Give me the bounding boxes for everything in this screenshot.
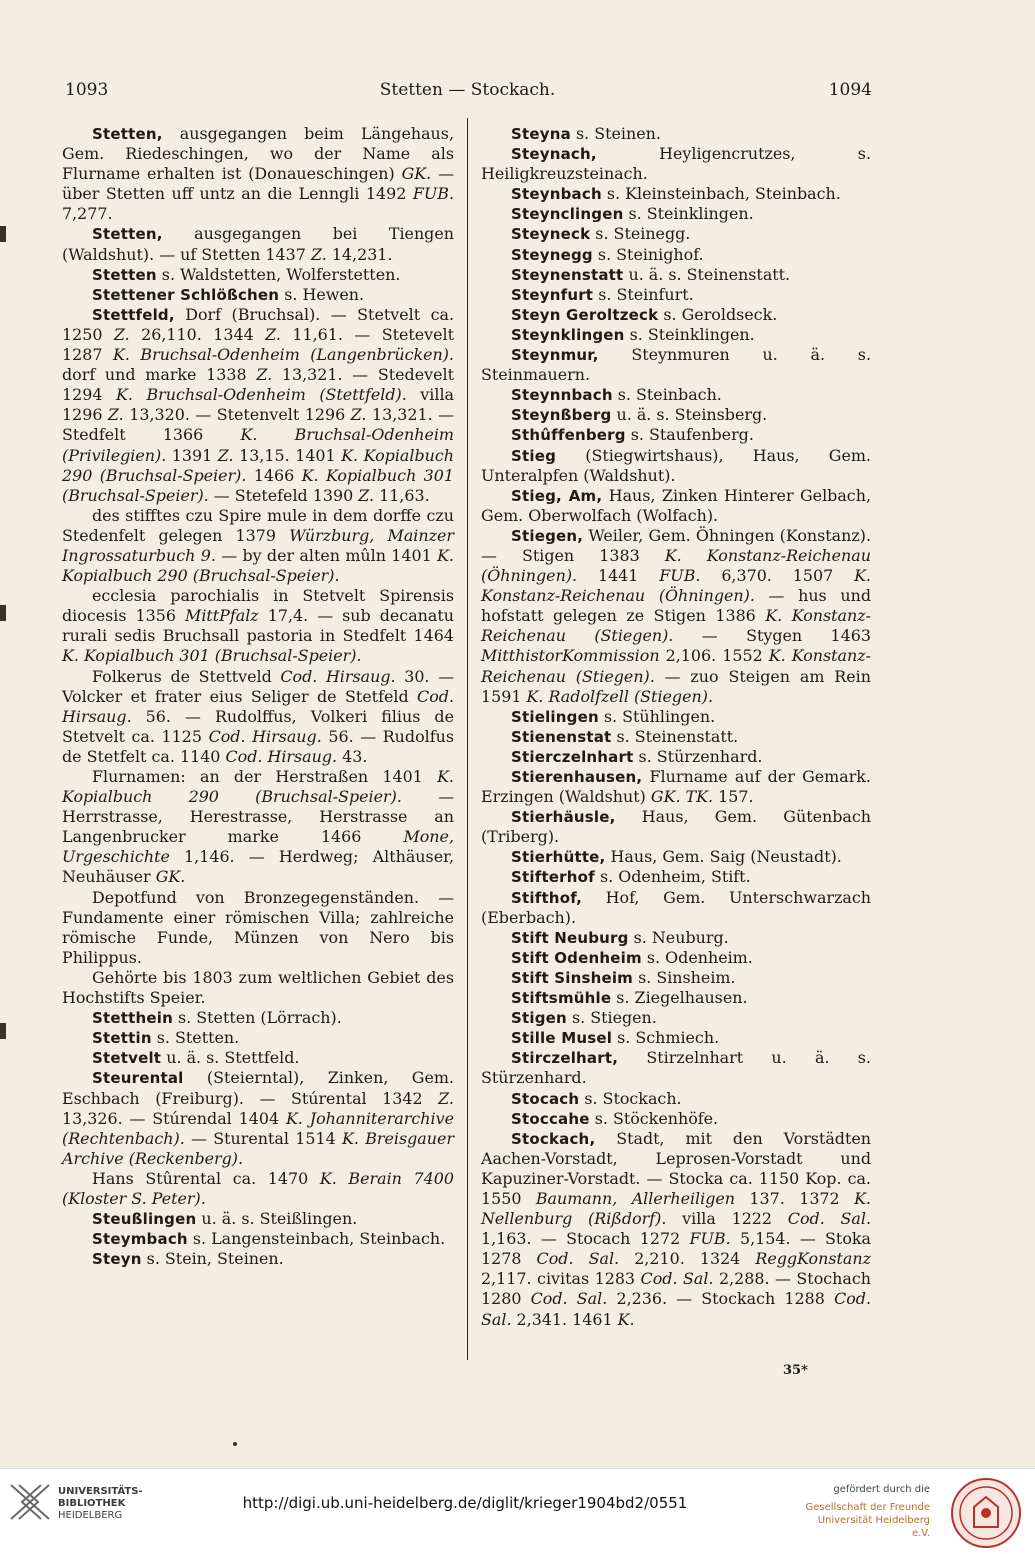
headword: Stifthof, — [511, 888, 582, 907]
register-entry — [62, 667, 454, 767]
entry-text: Dorf (Bruchsal). — Stetvelt ca. 1250 Z. 26,110. 1344 Z. 11,61. — Stetevelt 1287 K. Bruchsal-Odenheim (Langenbrücken). dorf und marke 1338 Z. 13,321. — Stedevelt 1294 K. Bruchsal-Odenheim (Stettfeld). villa 1296 Z. 13,320. — Stetenvelt 1296 Z. 13,321. — Stedfelt 1366 K. Bruchsal-Odenheim (Privilegien). 1391 Z. 13,15. 1401 K. Kopialbuch 290 (Bruchsal-Speier). 1466 K. Kopialbuch 301 (Bruchsal-Speier). — Stetefeld 1390 Z. 11,63. — [62, 304, 455, 505]
headword: Steyn Geroltzeck — [511, 305, 659, 324]
entry-text: u. ä. s. Steinenstatt. — [623, 264, 791, 284]
register-entry — [481, 928, 871, 948]
headword: Stettener Schlößchen — [92, 285, 280, 304]
register-entry — [62, 285, 454, 305]
register-entry — [62, 767, 454, 888]
register-entry — [62, 1249, 454, 1269]
register-entry — [62, 506, 454, 586]
register-entry — [481, 265, 871, 285]
headword: Stift Sinsheim — [511, 968, 634, 987]
page-number-right: 1094 — [828, 80, 872, 100]
register-entry — [481, 526, 871, 707]
headword: Stienenstat — [511, 727, 612, 746]
headword: Stetten, — [92, 125, 163, 143]
register-entry — [481, 888, 871, 928]
register-entry — [481, 1109, 871, 1129]
entry-text: s. Odenheim. — [641, 947, 753, 967]
register-entry — [62, 1028, 454, 1048]
headword: Steußlingen — [92, 1210, 197, 1229]
headword: Steynfurt — [511, 285, 594, 304]
headword: Steynach, — [511, 145, 597, 164]
register-entry — [62, 1229, 454, 1249]
headword: Stierhäusle, — [511, 808, 616, 827]
running-title: Stetten — Stockach. — [379, 80, 556, 100]
register-entry — [481, 807, 871, 847]
entry-text: (Stiegwirtshaus), Haus, Gem. Unteralpfen (Waldshut). — [481, 445, 871, 485]
headword: Stetten, — [92, 225, 163, 244]
register-entry — [62, 888, 454, 968]
headword: Steynbach — [511, 185, 602, 204]
entry-text: s. Steinen. — [570, 124, 661, 143]
register-entry — [481, 767, 871, 807]
entry-text: ausgegangen bei Tiengen (Waldshut). — uf Stetten 1437 Z. 14,231. — [62, 224, 454, 264]
register-entry — [62, 305, 454, 506]
headword: Stiftsmühle — [511, 989, 612, 1008]
headword: Steynclingen — [511, 205, 624, 224]
headword: Stierhütte, — [511, 848, 606, 867]
register-entry — [481, 727, 871, 747]
entry-text: Haus, Zinken Hinterer Gelbach, Gem. Oberwolfach (Wolfach). — [481, 485, 871, 525]
register-entry — [62, 265, 454, 285]
headword: Steyna — [511, 125, 571, 143]
headword: Steurental — [92, 1069, 184, 1088]
entry-text: Weiler, Gem. Öhningen (Konstanz). — Stigen 1383 K. Konstanz-Reichenau (Öhningen). 1441 FUB. 6,370. 1507 K. Konstanz-Reichenau (Öhningen). — hus und hofstatt gelegen ze Stigen 1386 K. Konstanz-Reichenau (Stiegen). — Stygen 1463 MitthistorKommission 2,106. 1552 K. Konstanz-Reichenau (Stiegen). — zuo Steigen am Rein 1591 K. Radolfzell (Stiegen). — [481, 525, 872, 706]
entry-text: s. Stetten. — [151, 1028, 240, 1048]
register-entry — [481, 948, 871, 968]
entry-text: Folkerus de Stettveld Cod. Hirsaug. 30. — Volcker et frater eius Seliger de Stetfeld Cod. Hirsaug. 56. — Rudolffus, Volkeri filius de Stetvelt ca. 1125 Cod. Hirsaug. 56. — Rudolfus de Stetfelt ca. 1140 Cod. Hirsaug. 43. — [62, 666, 454, 766]
entry-text: des stifftes czu Spire mule in dem dorffe czu Stedenfelt gelegen 1379 Würzburg, Mainzer Ingrossaturbuch 9. — by der alten mûln 1401 K. Kopialbuch 290 (Bruchsal-Speier). — [62, 505, 454, 586]
entry-text: Flurname auf der Gemark. Erzingen (Waldshut) GK. TK. 157. — [481, 767, 871, 807]
library-name-line: BIBLIOTHEK — [58, 1498, 126, 1509]
library-name-line: UNIVERSITÄTS- — [58, 1486, 143, 1497]
entry-text: u. ä. s. Stettfeld. — [161, 1048, 300, 1068]
headword: Stieg — [511, 446, 557, 465]
sponsor-label: gefördert durch die — [833, 1484, 930, 1495]
entry-text: s. Kleinsteinbach, Steinbach. — [601, 184, 841, 204]
register-entry — [481, 425, 871, 445]
entry-text: Heyligencrutzes, s. Heiligkreuzsteinach. — [481, 144, 871, 184]
margin-mark — [0, 226, 6, 242]
headword: Steyneck — [511, 225, 591, 244]
entry-text: s. Steinklingen. — [623, 204, 754, 224]
headword: Stirczelhart, — [511, 1049, 619, 1068]
entry-text: s. Stöckenhöfe. — [589, 1108, 719, 1128]
headword: Stoccahe — [511, 1109, 590, 1128]
entry-text: s. Ziegelhausen. — [611, 988, 748, 1008]
register-entry — [62, 1169, 454, 1209]
register-entry — [481, 305, 871, 325]
register-entry — [481, 707, 871, 727]
entry-text: Gehörte bis 1803 zum weltlichen Gebiet des Hochstifts Speier. — [62, 967, 454, 1008]
headword: Stigen — [511, 1009, 567, 1028]
register-entry — [62, 1008, 454, 1028]
permalink-url[interactable]: http://digi.ub.uni-heidelberg.de/diglit/krieger1904bd2/0551 — [242, 1494, 688, 1512]
register-entry — [481, 486, 871, 526]
register-entry — [481, 204, 871, 224]
entry-text: s. Schmiech. — [612, 1028, 720, 1048]
signature-mark: 35* — [783, 1363, 808, 1378]
entry-text: s. Odenheim, Stift. — [594, 867, 751, 887]
headword: Steynmur, — [511, 346, 599, 365]
entry-text: s. Steinegg. — [590, 224, 691, 244]
entry-text: s. Stockach. — [579, 1088, 682, 1108]
register-entry — [481, 1129, 871, 1330]
headword: Stiegen, — [511, 526, 584, 545]
register-entry — [481, 405, 871, 425]
entry-text: s. Geroldseck. — [658, 304, 778, 324]
entry-text: Stirzelnhart u. ä. s. Stürzenhard. — [481, 1048, 871, 1088]
entry-text: s. Hewen. — [279, 284, 365, 304]
entry-text: Hof, Gem. Unterschwarzach (Eberbach). — [481, 887, 871, 927]
headword: Steynklingen — [511, 325, 625, 344]
headword: Stettin — [92, 1029, 152, 1048]
register-entry — [62, 124, 454, 224]
headword: Stifterhof — [511, 868, 595, 887]
register-entry — [62, 586, 454, 666]
headword: Stift Odenheim — [511, 948, 642, 967]
entry-text: Flurnamen: an der Herstraßen 1401 K. Kopialbuch 290 (Bruchsal-Speier). — Herrstrasse, Herestrasse, Herstrasse an Langenbrucker marke 1466 Mone, Urgeschichte 1,146. — Herdweg; Althäuser, Neuhäuser GK. — [62, 767, 454, 887]
register-entry — [481, 285, 871, 305]
headword: Stockach, — [511, 1129, 596, 1148]
register-entry — [481, 345, 871, 385]
headword: Stift Neuburg — [511, 928, 629, 947]
entry-text: s. Stetten (Lörrach). — [172, 1008, 342, 1028]
register-entry — [62, 1048, 454, 1068]
sponsor-block — [800, 1484, 930, 1540]
entry-text: s. Stürzenhard. — [633, 746, 763, 766]
register-entry — [481, 325, 871, 345]
register-entry — [62, 1209, 454, 1229]
entry-text: s. Stiegen. — [566, 1008, 657, 1028]
entry-text: s. Steinenstatt. — [611, 726, 739, 746]
register-entry — [481, 847, 871, 867]
headword: Stetten — [92, 265, 157, 284]
entry-text: s. Langensteinbach, Steinbach. — [187, 1229, 446, 1249]
headword: Stocach — [511, 1089, 580, 1108]
entry-text: s. Steinbach. — [612, 385, 722, 405]
headword: Stettfeld, — [92, 305, 175, 324]
headword: Steynegg — [511, 245, 593, 264]
register-entry — [481, 446, 871, 486]
entry-text: s. Steinighof. — [592, 244, 704, 264]
register-entry — [62, 968, 454, 1008]
register-entry — [481, 747, 871, 767]
entry-text: u. ä. s. Steißlingen. — [196, 1209, 358, 1229]
entry-text: s. Neuburg. — [628, 927, 729, 947]
register-entry — [481, 224, 871, 244]
entry-text: Steynmuren u. ä. s. Steinmauern. — [481, 345, 871, 385]
headword: Stielingen — [511, 707, 599, 726]
headword: Sthûffenberg — [511, 426, 626, 445]
entry-text: Hans Stûrental ca. 1470 K. Berain 7400 (Kloster S. Peter). — [62, 1168, 454, 1208]
entry-text: u. ä. s. Steinsberg. — [611, 405, 768, 425]
entry-text: s. Stühlingen. — [598, 706, 716, 726]
register-entry — [481, 1048, 871, 1088]
margin-mark — [0, 1023, 6, 1039]
headword: Steymbach — [92, 1230, 188, 1249]
viewer-footer — [0, 1468, 1035, 1554]
headword: Stierczelnhart — [511, 747, 634, 766]
entry-text: s. Stein, Steinen. — [141, 1249, 284, 1269]
register-entry — [481, 144, 871, 184]
headword: Stetthein — [92, 1009, 173, 1028]
register-entry — [481, 124, 871, 144]
register-entry — [481, 245, 871, 265]
entry-text: ausgegangen beim Längehaus, Gem. Riedeschingen, wo der Name als Flurname erhalten ist (Donaueschingen) GK. — über Stetten uff untz an die Lenngli 1492 FUB. 7,277. — [62, 124, 454, 224]
headword: Steynnbach — [511, 386, 613, 405]
entry-text: s. Steinklingen. — [624, 324, 755, 344]
register-entry — [62, 1068, 454, 1168]
entry-text: s. Staufenberg. — [625, 425, 754, 445]
right-column — [481, 124, 871, 1330]
register-entry — [481, 1008, 871, 1028]
entry-text: s. Waldstetten, Wolferstetten. — [156, 264, 401, 284]
headword: Stille Musel — [511, 1029, 613, 1048]
register-entry — [481, 1089, 871, 1109]
headword: Stetvelt — [92, 1049, 162, 1068]
headword: Steyn — [92, 1250, 142, 1269]
headword: Stierenhausen, — [511, 768, 643, 786]
speck — [233, 1442, 237, 1446]
entry-text: s. Steinfurt. — [593, 284, 694, 304]
entry-text: Stadt, mit den Vorstädten Aachen-Vorstadt, Leprosen-Vorstadt und Kapuziner-Vorstadt. — Stocka ca. 1150 Kop. ca. 1550 Baumann, Allerheiligen 137. 1372 K. Nellenburg (Rißdorf). villa 1222 Cod. Sal. 1,163. — Stocach 1272 FUB. 5,154. — Stoka 1278 Cod. Sal. 2,210. 1324 ReggKonstanz 2,117. civitas 1283 Cod. Sal. 2,288. — Stochach 1280 Cod. Sal. 2,236. — Stockach 1288 Cod. Sal. 2,341. 1461 K. — [481, 1128, 872, 1329]
sponsor-name-line: Gesellschaft der Freunde — [805, 1502, 930, 1513]
entry-text: s. Sinsheim. — [633, 967, 736, 987]
headword: Steynenstatt — [511, 265, 624, 284]
register-entry — [481, 184, 871, 204]
library-name-line: HEIDELBERG — [58, 1510, 123, 1521]
register-entry — [481, 968, 871, 988]
entry-text: Haus, Gem. Gütenbach (Triberg). — [481, 807, 871, 847]
entry-text: Depotfund von Bronzegegenständen. — Fundamente einer römischen Villa; zahlreiche römische Funde, Münzen von Nero bis Philippus. — [62, 887, 454, 967]
register-entry — [481, 988, 871, 1008]
register-entry — [481, 867, 871, 887]
register-entry — [62, 224, 454, 264]
headword: Steynßberg — [511, 406, 612, 425]
entry-text: Haus, Gem. Saig (Neustadt). — [605, 847, 842, 867]
page-number-left: 1093 — [65, 80, 109, 100]
entry-text: ecclesia parochialis in Stetvelt Spirensis diocesis 1356 MittPfalz 17,4. — sub decanatu rurali sedis Bruchsall pastoria in Stedfelt 1464 K. Kopialbuch 301 (Bruchsal-Speier). — [62, 586, 455, 666]
sponsor-name-line: Universität Heidelberg e.V. — [817, 1515, 930, 1539]
university-seal-icon — [950, 1477, 1022, 1549]
register-entry — [481, 385, 871, 405]
entry-text: (Steierntal), Zinken, Gem. Eschbach (Freiburg). — Stúrental 1342 Z. 13,326. — Stúrendal 1404 K. Johanniterarchive (Rechtenbach). — Sturental 1514 K. Breisgauer Archive (Reckenberg). — [62, 1068, 455, 1168]
column-divider — [467, 118, 468, 1360]
left-column — [62, 124, 454, 1269]
margin-mark — [0, 605, 6, 621]
headword: Stieg, Am, — [511, 486, 603, 505]
register-entry — [481, 1028, 871, 1048]
